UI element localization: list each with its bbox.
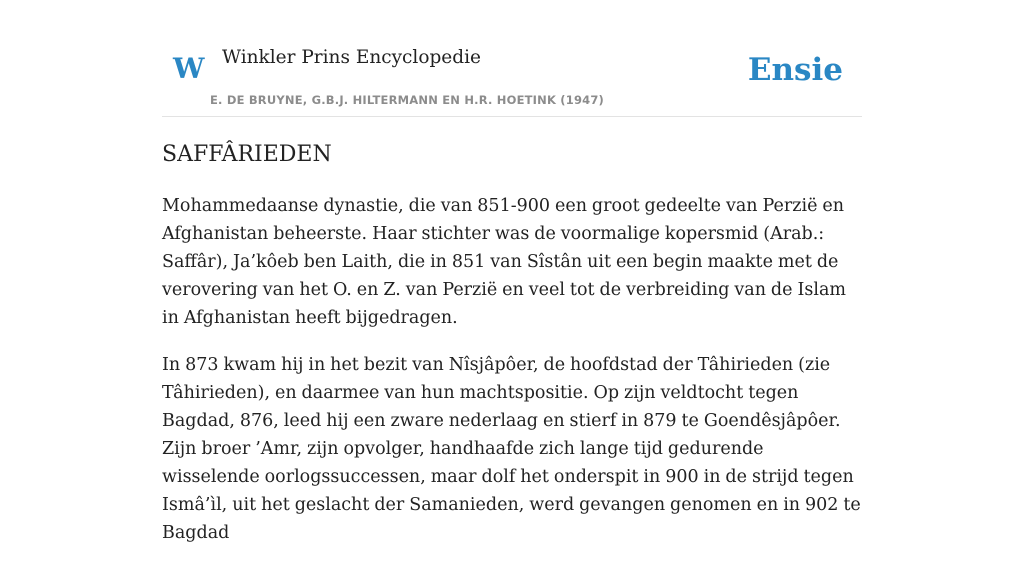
article-paragraph: Mohammedaanse dynastie, die van 851-900 een groot gedeelte van Perzië en Afghanistan beheerste. Haar stichter was de voormalige kopersmid (Arab.: Saffâr), Ja’kôeb ben Laith, die in 851 van Sîstân uit een begin maakte met de verovering van het O. en Z. van Perzië en veel tot de verbreiding van de Islam in Afghanistan heeft bijgedragen. <box>162 196 846 328</box>
ensie-brand-logo[interactable]: Ensie <box>747 52 843 88</box>
site-header <box>162 40 862 117</box>
publication-title[interactable]: Winkler Prins Encyclopedie <box>222 47 481 68</box>
article-body <box>162 192 862 566</box>
winkler-prins-logo-icon[interactable]: W <box>173 52 205 85</box>
article-title: SAFFÂRIEDEN <box>162 142 332 167</box>
publication-authors: E. DE BRUYNE, G.B.J. HILTERMANN EN H.R. HOETINK (1947) <box>210 93 605 107</box>
article-paragraph: In 873 kwam hij in het bezit van Nîsjâpôer, de hoofdstad der Tâhirieden (zie Tâhirieden), en daarmee van hun machtspositie. Op zijn veldtocht tegen Bagdad, 876, leed hij een zware nederlaag en stierf in 879 te Goendêsjâpôer. Zijn broer ’Amr, zijn opvolger, handhaafde zich lange tijd gedurende wisselende oorlogssuccessen, maar dolf het onderspit in 900 in de strijd tegen Ismâ’ìl, uit het geslacht der Samanieden, werd gevangen genomen en in 902 te Bagdad <box>162 355 861 543</box>
